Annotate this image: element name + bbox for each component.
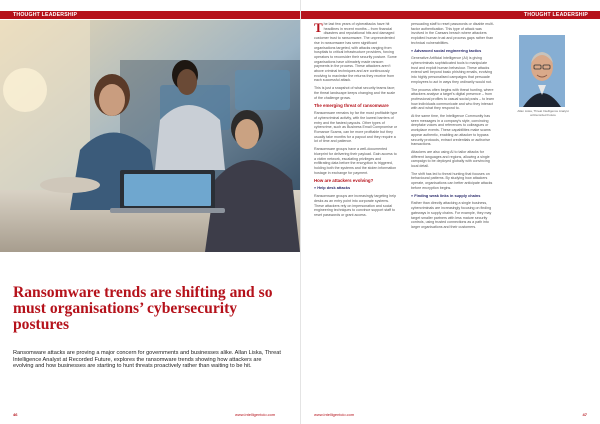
paragraph: The shift has led to threat hunting that focuses on behavioural patterns. By studying how attackers operate, organisations can better anticipate attacks before encryption begins. <box>411 171 493 190</box>
paragraph: Ransomware remains by far the most profitable type of cybercriminal activity, with the lowest barriers of entry and the fastest payouts. Other types of cybercrime, such as Business Email Compromise or Romance Scams, can be more profitable but they usually take months for a payout and they require a lot of time and patience. <box>314 111 398 144</box>
bullet-help-desk: » Help desk attacks <box>314 185 351 191</box>
bullet-social-engineering: » Advanced social engineering tactics <box>411 47 482 53</box>
hero-photo <box>0 20 300 252</box>
author-photo <box>519 35 565 107</box>
article-headline: Ransomware trends are shifting and so must organisations’ cybersecurity postures <box>13 284 273 333</box>
article-column-1 <box>314 22 398 221</box>
intro-paragraph: The last few years of cyberattacks have hit headlines in recent months – from financial disasters and reputational hits and damaged customer trust to ransomware. The unprecedented rise in ransomware has seen significant organisations targeted, with attacks ranging from hospitals to critical infrastructure providers, forcing operators to reconsider their security posture. Some organisations have ultimately made ransom payments in the process. These attackers aren’t above criminal techniques and are continuously evolving to maximise the returns they receive from each successful attack. <box>314 20 397 83</box>
paragraph: At the same time, the Intelligence Community has seen messages in a company’s style, convincing deepfake voices and references to colleagues or workplace events. These capabilities make scams appear authentic, enabling an attacker to bypass security protocols, extract credentials or authorise transactions. <box>411 114 491 147</box>
section-label-left: THOUGHT LEADERSHIP <box>13 12 78 18</box>
section-banner-left <box>0 11 300 19</box>
paragraph: persuading staff to reset passwords or disable multi-factor authentication. This type of attack was involved in the Caesars breach where attackers exploited human trust and process gaps rather than technical vulnerabilities. <box>411 22 495 45</box>
author-portrait <box>519 35 565 107</box>
paragraph: Attackers are also using AI to tailor attacks for different languages and regions, allowing a single campaign to be deployed globally with convincing local detail. <box>411 149 490 169</box>
office-team-illustration <box>0 20 300 252</box>
section-label-right: THOUGHT LEADERSHIP <box>523 12 588 18</box>
drop-cap: T <box>314 20 323 35</box>
right-page <box>300 0 600 424</box>
page-number-right: 47 <box>582 412 587 417</box>
subheading-emerging-threat: The emerging threat of ransomware <box>314 103 389 109</box>
section-banner-right <box>301 11 600 19</box>
footer-url-left: www.intelligentcio.com <box>235 412 276 417</box>
paragraph: This is just a snapshot of what security teams face; the threat landscape keeps changing and the scale of the challenge grows. <box>314 86 396 100</box>
paragraph: Ransomware groups are increasingly targeting help desks as an entry point into corporate systems. These attackers rely on impersonation and social engineering techniques to convince support staff to reset passwords or grant access. <box>314 194 397 217</box>
subheading-attackers-evolving: How are attackers evolving? <box>314 178 374 184</box>
article-standfirst: Ransomware attacks are proving a major concern for governments and businesses alike. Allan Liska, Threat Intelligence Analyst at Recorded Future, explores the ransomware trends showing how attackers are evolving and how businesses are starting to hunt threats proactively rather than waiting to be hit. <box>13 350 281 370</box>
page-number-left: 46 <box>13 412 18 417</box>
bullet-supply-chains: » Finding weak links in supply chains <box>411 192 481 198</box>
paragraph: Generative Artificial Intelligence (AI) is giving cybercriminals sophisticated tools to manipulate trust and exploit human behaviour. These attacks extend well beyond basic phishing emails, evolving into highly personalised campaigns that persuade employees to act in ways they ordinarily would not. <box>411 56 493 84</box>
paragraph: Ransomware groups have a well-documented blueprint for delivering their payload. Gain access to a victim network, escalating privileges and exfiltrating data before the encryption is triggered, holding both the systems and the stolen information hostage in exchange for payment. <box>314 147 397 175</box>
paragraph: Rather than directly attacking a single business, cybercriminals are increasingly focusing on finding gateways in supply chains. For example, they may target smaller partners with less mature security controls, using trusted connections as a path into larger organisations and their customers. <box>411 201 492 229</box>
footer-url-right: www.intelligentcio.com <box>314 412 355 417</box>
article-column-2 <box>411 22 495 233</box>
portrait-caption: Allan Liska, Threat Intelligence Analyst at Recorded Future <box>517 109 569 117</box>
paragraph: The process often begins with threat hunting, where attackers analyse a target’s digital presence – from professional profiles to casual social posts – to learn how individuals communicate and who they interact with and what they respond to. <box>411 87 495 111</box>
